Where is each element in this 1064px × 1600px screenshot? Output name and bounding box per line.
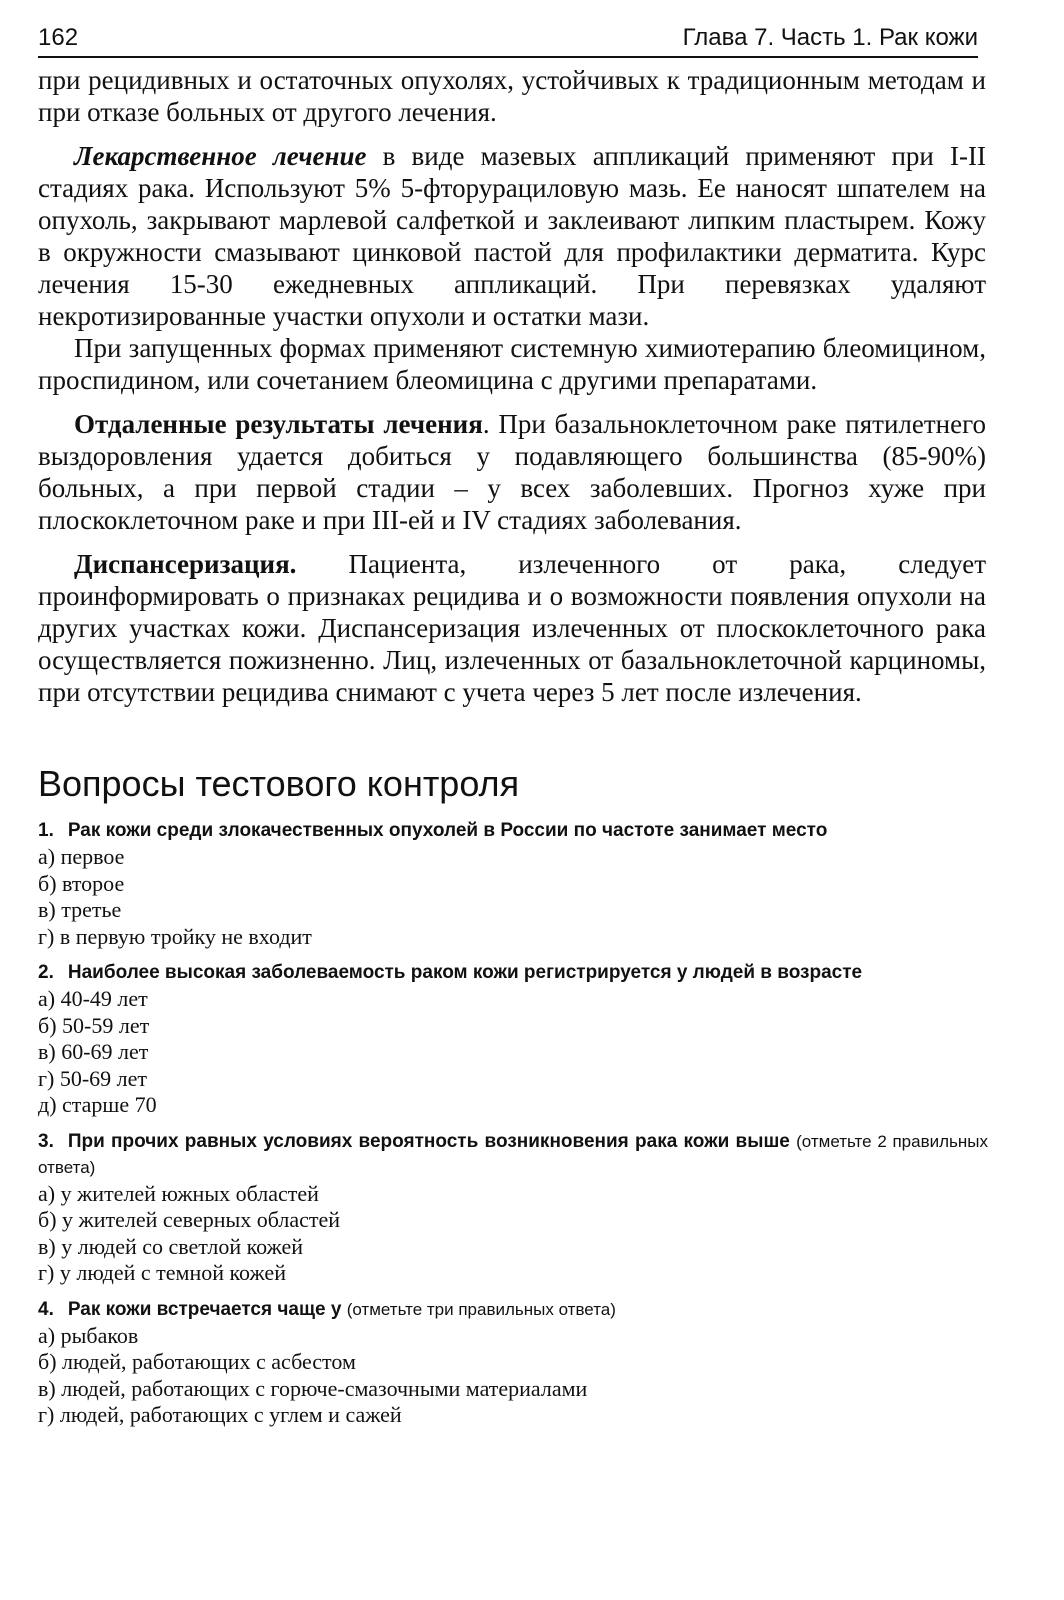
answer-option: б) 50-59 лет	[38, 1012, 150, 1038]
question-text	[38, 1297, 988, 1323]
answer-option: б) людей, работающих с асбестом	[38, 1349, 356, 1374]
question-stem: Рак кожи среди злокачественных опухолей в России по частоте занимает место	[67, 820, 828, 841]
question-number: 4.	[38, 1298, 54, 1320]
answer-option: г) у людей с темной кожей	[38, 1260, 286, 1285]
answer-option: а) у жителей южных областей	[38, 1180, 319, 1206]
question-number: 3.	[38, 1130, 54, 1152]
answer-option: а) первое	[38, 844, 125, 869]
question-2	[38, 960, 988, 1119]
paragraph-long-term-results: Отдаленные результаты лечения. При базальноклеточном раке пятилетнего выздоровления удается добиться у подавляющего большинства (85-90%) больных, а при первой стадии – у всех заболевших. Прогноз хуже при плоскоклеточном раке и при III-ей и IV стадиях заболевания.	[38, 409, 987, 535]
chapter-title: Глава 7. Часть 1. Рак кожи	[682, 24, 978, 51]
answer-option: а) рыбаков	[38, 1322, 139, 1348]
page-number: 162	[38, 24, 79, 51]
question-stem: При прочих равных условиях вероятность возникновения рака кожи выше	[67, 1130, 790, 1152]
answer-option: а) 40-49 лет	[38, 986, 148, 1011]
answer-option: в) у людей со светлой кожей	[38, 1233, 304, 1259]
question-text	[38, 960, 988, 986]
question-note: (отметьте три правильных ответа)	[346, 1299, 616, 1319]
question-note: (отметьте 2 правильных ответа)	[38, 1131, 988, 1177]
drug-treatment-lead: Лекарственное лечение	[74, 141, 367, 171]
section-title: Вопросы тестового контроля	[38, 763, 520, 804]
question-4	[38, 1297, 988, 1429]
answer-option: г) в первую тройку не входит	[38, 923, 312, 949]
running-head	[38, 22, 978, 58]
paragraph-drug-treatment: Лекарственное лечение в виде мазевых аппликаций применяют при I-II стадиях рака. Используют 5% 5-фторурациловую мазь. Ее наносят шпателем на опухоль, закрывают марлевой салфеткой и заклеивают липким пластырем. Кожу в окружности смазывают цинковой пастой для профилактики дерматита. Курс лечения 15-30 ежедневных аппликаций. При перевязках удаляют некротизированные участки опухоли и остатки мази.	[38, 141, 986, 331]
body-text	[38, 64, 986, 708]
paragraph-continuation: при рецидивных и остаточных опухолях, устойчивых к традиционным методам и при отказе больных от другого лечения.	[38, 65, 986, 127]
answer-option: в) третье	[38, 897, 122, 922]
answer-option: д) старше 70	[38, 1092, 157, 1117]
question-number: 1.	[38, 820, 54, 841]
answer-option: в) 60-69 лет	[38, 1039, 149, 1064]
answer-option: г) людей, работающих с углем и сажей	[38, 1402, 402, 1427]
question-number: 2.	[38, 962, 54, 983]
question-text	[38, 818, 988, 844]
question-stem: Рак кожи встречается чаще у	[67, 1298, 342, 1320]
question-stem: Наиболее высокая заболеваемость раком кожи регистрируется у людей в возрасте	[67, 962, 863, 983]
quiz-questions	[38, 818, 988, 1439]
question-text	[38, 1129, 988, 1181]
answer-option: в) людей, работающих с горюче-смазочными материалами	[38, 1375, 588, 1401]
answer-option: б) второе	[38, 870, 125, 896]
follow-up-lead: Диспансеризация.	[74, 549, 297, 579]
answer-option: г) 50-69 лет	[38, 1065, 148, 1091]
answer-option: б) у жителей северных областей	[38, 1207, 341, 1232]
question-3	[38, 1129, 988, 1287]
paragraph-advanced-forms: При запущенных формах применяют системную химиотерапию блеомицином, проспидином, или сочетанием блеомицина с другими препаратами.	[38, 333, 986, 395]
paragraph-follow-up: Диспансеризация. Пациента, излеченного от рака, следует проинформировать о признаках рецидива и о возможности появления опухоли на других участках кожи. Диспансеризация излеченных от плоскоклеточного рака осуществляется пожизненно. Лиц, излеченных от базальноклеточной карциномы, при отсутствии рецидива снимают с учета через 5 лет после излечения.	[38, 549, 986, 707]
long-term-results-lead: Отдаленные результаты лечения	[74, 409, 483, 439]
question-1	[38, 818, 988, 950]
